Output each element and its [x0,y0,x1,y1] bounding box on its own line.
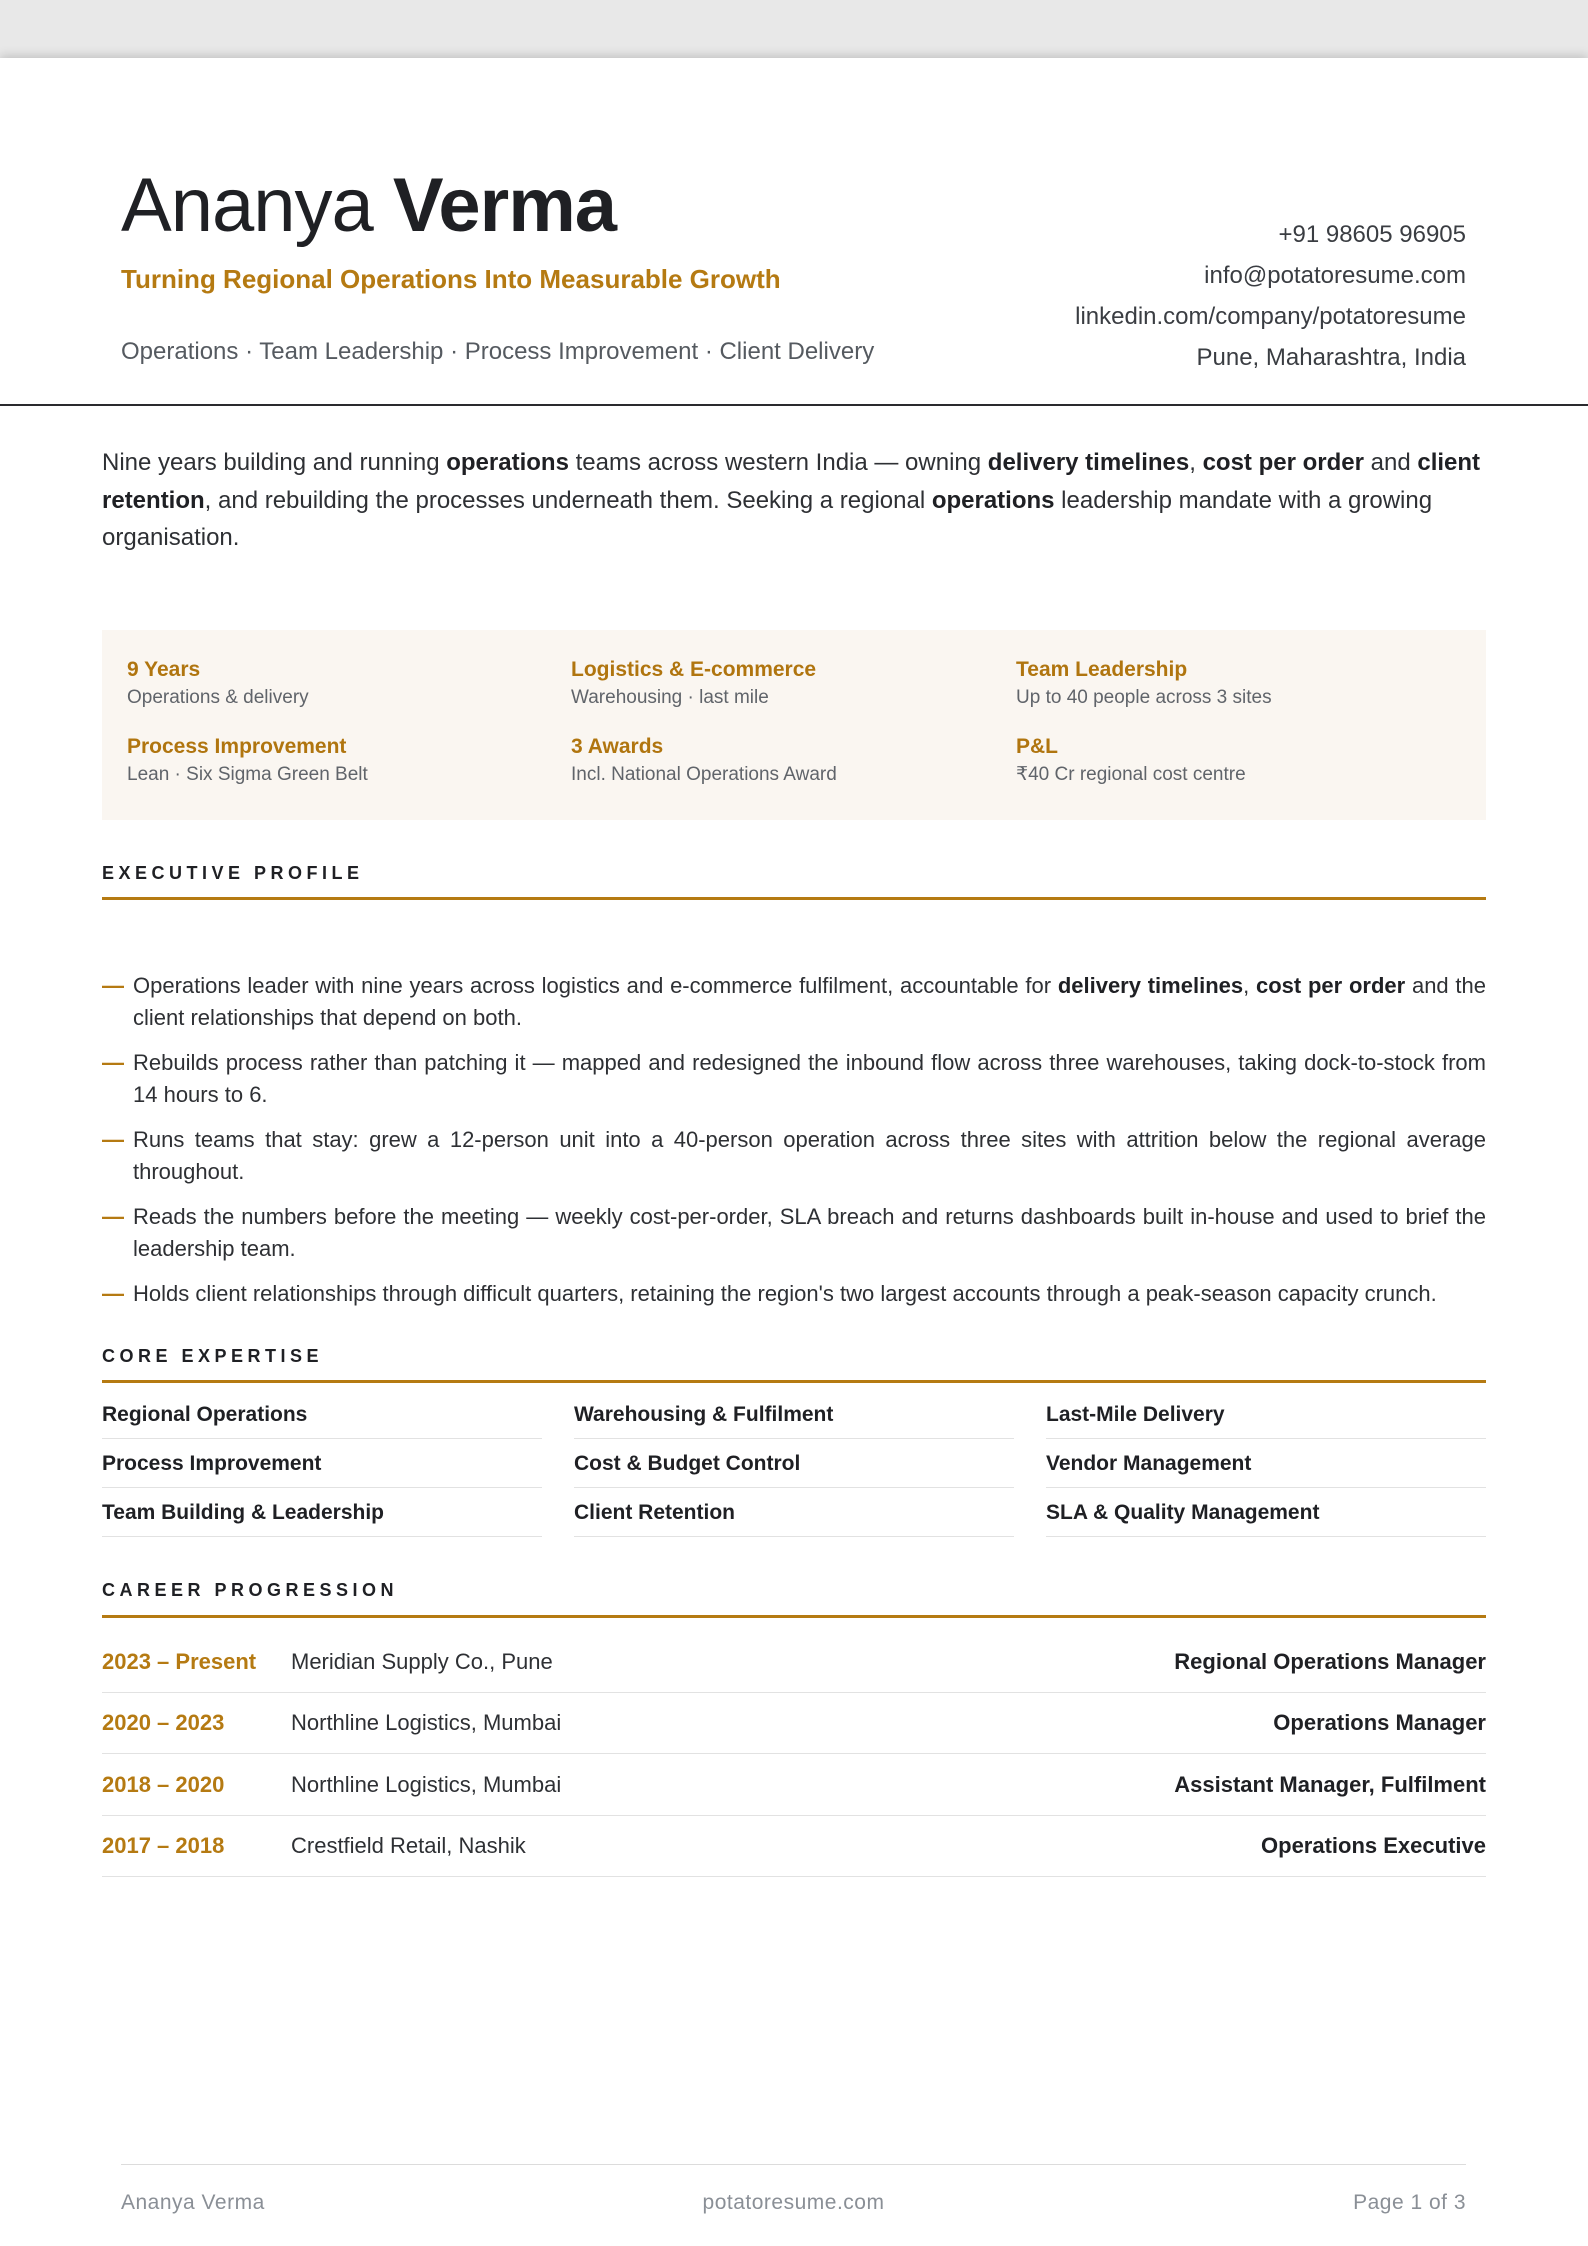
job-role: Assistant Manager, Fulfilment [1174,1772,1486,1797]
section-divider [102,897,1486,900]
contact-linkedin[interactable]: linkedin.com/company/potatoresume [1075,303,1466,330]
bullet-text: Holds client relationships through difficult quarters, retaining the region's two largest accounts through a peak-season capacity crunch. [133,1281,1437,1306]
first-name: Ananya [121,163,373,248]
highlight-title: P&L [1016,735,1058,758]
job-company: Northline Logistics, Mumbai [291,1710,562,1735]
highlight-item [127,733,557,789]
bullet-emphasis: delivery timelines [1057,973,1244,998]
job-company: Crestfield Retail, Nashik [291,1833,526,1858]
job-role: Operations Manager [1273,1710,1486,1735]
highlight-subtitle: ₹40 Cr regional cost centre [1016,764,1246,785]
highlight-subtitle: Lean · Six Sigma Green Belt [127,764,368,785]
bullet-text: , [1243,973,1256,998]
highlight-subtitle: Up to 40 people across 3 sites [1016,687,1272,708]
summary-text: Nine years building and running [102,449,447,476]
table-row [102,1632,1486,1693]
tagline: Turning Regional Operations Into Measurable Growth [121,264,781,294]
highlight-item [571,656,1001,712]
bullet-dash: — [102,1127,124,1152]
summary-text: leadership mandate with a growing organisation. [102,486,1433,551]
expertise-item: Last-Mile Delivery [1046,1391,1486,1439]
bullet-dash: — [102,973,124,998]
last-name: Verma [392,163,617,248]
footer-name: Ananya Verma [121,2191,265,2214]
profile-bullets [102,970,1486,1323]
summary-paragraph [102,444,1492,557]
section-title-core-expertise: CORE EXPERTISE [102,1346,324,1366]
bullet-dash: — [102,1281,124,1306]
contact-block [1075,214,1466,378]
summary-emphasis: operations [446,449,569,476]
section-title-career-progression: CAREER PROGRESSION [102,1580,399,1600]
highlights-panel [102,630,1486,820]
bullet-text: Operations leader with nine years across logistics and e-commerce fulfilment, accountable for [133,973,1058,998]
job-company: Meridian Supply Co., Pune [291,1649,553,1674]
section-divider [102,1380,1486,1383]
expertise-item: Regional Operations [102,1391,542,1439]
expertise-item: Cost & Budget Control [574,1440,1014,1488]
expertise-item: Warehousing & Fulfilment [574,1391,1014,1439]
job-dates: 2018 – 2020 [102,1772,225,1797]
list-item [102,1124,1486,1188]
job-dates: 2023 – Present [102,1649,257,1674]
expertise-item: Team Building & Leadership [102,1489,542,1537]
job-dates: 2020 – 2023 [102,1710,225,1735]
bullet-text: Runs teams that stay: grew a 12-person unit into a 40-person operation across three sites with attrition below the regional average throughout. [133,1127,1486,1184]
list-item [102,1201,1486,1265]
list-item [102,1047,1486,1111]
bullet-text: Reads the numbers before the meeting — weekly cost-per-order, SLA breach and returns dashboards built in-house and used to brief the leadership team. [133,1204,1486,1261]
table-row [102,1755,1486,1816]
candidate-name [121,163,617,248]
summary-emphasis: delivery timelines [987,449,1190,476]
list-item [102,970,1486,1034]
job-dates: 2017 – 2018 [102,1833,225,1858]
highlight-title: Team Leadership [1016,658,1188,681]
contact-phone[interactable]: +91 98605 96905 [1278,221,1466,248]
summary-emphasis: cost per order [1202,449,1364,476]
summary-emphasis: client retention [102,449,1481,514]
section-title-executive-profile: EXECUTIVE PROFILE [102,863,364,883]
bullet-text: Rebuilds process rather than patching it — mapped and redesigned the inbound flow across three warehouses, taking dock-to-stock from 14 hours to 6. [133,1050,1486,1107]
expertise-item: SLA & Quality Management [1046,1489,1486,1537]
highlight-subtitle: Incl. National Operations Award [571,764,837,785]
job-role: Operations Executive [1261,1833,1486,1858]
highlight-title: 3 Awards [571,735,664,758]
list-item [102,1278,1486,1310]
highlight-item [127,656,557,712]
bullet-emphasis: cost per order [1255,973,1406,998]
table-row [102,1816,1486,1877]
highlight-title: 9 Years [127,658,201,681]
table-row [102,1693,1486,1754]
keywords-line: Operations · Team Leadership · Process Improvement · Client Delivery [121,338,875,365]
contact-email[interactable]: info@potatoresume.com [1204,262,1466,289]
job-company: Northline Logistics, Mumbai [291,1772,562,1797]
highlight-subtitle: Warehousing · last mile [571,687,769,708]
highlight-item [1016,733,1446,789]
job-role: Regional Operations Manager [1174,1649,1486,1674]
section-divider [102,1615,1486,1618]
bullet-dash: — [102,1050,124,1075]
footer-website[interactable]: potatoresume.com [702,2191,885,2214]
page-footer [121,2164,1466,2227]
summary-text: teams across western India — owning [568,449,988,476]
highlight-title: Process Improvement [127,735,347,758]
footer-page-number: Page 1 of 3 [1353,2191,1466,2214]
expertise-item: Client Retention [574,1489,1014,1537]
contact-location: Pune, Maharashtra, India [1196,344,1466,371]
summary-text: and [1363,449,1418,476]
bullet-dash: — [102,1204,124,1229]
highlight-title: Logistics & E-commerce [571,658,817,681]
highlight-item [571,733,1001,789]
resume-page [0,58,1588,2246]
bullet-text: and the client relationships that depend on both. [133,973,1487,1030]
expertise-item: Vendor Management [1046,1440,1486,1488]
expertise-item: Process Improvement [102,1440,542,1488]
highlight-subtitle: Operations & delivery [127,687,309,708]
resume-header [0,58,1588,406]
summary-text: , [1189,449,1203,476]
summary-text: , and rebuilding the processes underneath them. Seeking a regional [204,486,932,514]
highlight-item [1016,656,1446,712]
summary-emphasis: operations [931,486,1055,514]
